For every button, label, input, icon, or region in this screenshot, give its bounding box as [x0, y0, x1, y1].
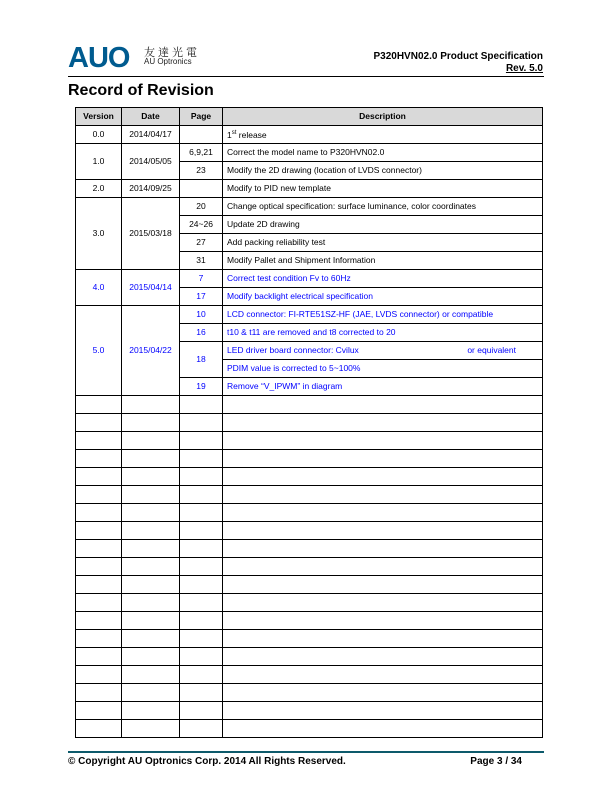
- table-row: [76, 306, 543, 324]
- empty-cell: [122, 630, 180, 648]
- table-row: [76, 126, 543, 144]
- empty-cell: [122, 414, 180, 432]
- empty-cell: [76, 504, 122, 522]
- date-cell: 2014/04/17: [122, 126, 180, 144]
- logo-english-name: AU Optronics: [144, 57, 192, 66]
- description-cell: Remove “V_IPWM” in diagram: [223, 378, 543, 396]
- description-cell: Modify to PID new template: [223, 180, 543, 198]
- empty-cell: [223, 432, 543, 450]
- empty-cell: [223, 612, 543, 630]
- empty-cell: [76, 486, 122, 504]
- version-cell: 3.0: [76, 198, 122, 270]
- empty-cell: [76, 612, 122, 630]
- desc-text: release: [236, 129, 267, 140]
- empty-cell: [180, 612, 223, 630]
- empty-table-row: [76, 522, 543, 540]
- empty-cell: [122, 504, 180, 522]
- empty-cell: [180, 720, 223, 738]
- footer-copyright: © Copyright AU Optronics Corp. 2014 All Rights Reserved.: [68, 756, 346, 767]
- empty-table-row: [76, 468, 543, 486]
- empty-cell: [76, 414, 122, 432]
- column-header: Page: [180, 108, 223, 126]
- column-header: Version: [76, 108, 122, 126]
- empty-cell: [223, 666, 543, 684]
- empty-cell: [180, 576, 223, 594]
- logo-chinese-name: 友達光電: [144, 46, 200, 59]
- page-cell: 16: [180, 324, 223, 342]
- empty-table-row: [76, 576, 543, 594]
- description-cell: Change optical specification: surface luminance, color coordinates: [223, 198, 543, 216]
- empty-cell: [180, 648, 223, 666]
- table-row: [76, 270, 543, 288]
- empty-cell: [122, 522, 180, 540]
- empty-cell: [223, 684, 543, 702]
- empty-cell: [76, 648, 122, 666]
- empty-cell: [180, 468, 223, 486]
- date-cell: 2015/04/14: [122, 270, 180, 306]
- empty-cell: [122, 558, 180, 576]
- empty-cell: [223, 540, 543, 558]
- page-cell: [180, 180, 223, 198]
- empty-cell: [180, 432, 223, 450]
- empty-table-row: [76, 486, 543, 504]
- empty-cell: [122, 684, 180, 702]
- empty-cell: [180, 558, 223, 576]
- page-cell: 23: [180, 162, 223, 180]
- empty-cell: [76, 432, 122, 450]
- desc-superscript: st: [231, 130, 237, 137]
- table-row: [76, 198, 543, 216]
- empty-cell: [76, 558, 122, 576]
- page-cell: 31: [180, 252, 223, 270]
- spec-title: P320HVN02.0 Product Specification: [373, 51, 543, 62]
- empty-cell: [122, 576, 180, 594]
- empty-table-row: [76, 666, 543, 684]
- header-divider: [68, 76, 544, 77]
- empty-cell: [122, 666, 180, 684]
- empty-table-row: [76, 558, 543, 576]
- empty-cell: [223, 594, 543, 612]
- logo-mark: AUO: [68, 42, 130, 74]
- description-cell: Add packing reliability test: [223, 234, 543, 252]
- empty-cell: [223, 486, 543, 504]
- desc-text-right: or equivalent: [467, 345, 516, 355]
- version-cell: 1.0: [76, 144, 122, 180]
- auo-logo: [68, 43, 248, 73]
- spec-revision: Rev. 5.0: [505, 63, 543, 74]
- version-cell: 5.0: [76, 306, 122, 396]
- empty-cell: [122, 702, 180, 720]
- empty-cell: [180, 666, 223, 684]
- empty-cell: [76, 720, 122, 738]
- empty-cell: [223, 414, 543, 432]
- page-cell: 17: [180, 288, 223, 306]
- empty-table-row: [76, 414, 543, 432]
- page-cell: 27: [180, 234, 223, 252]
- empty-cell: [122, 594, 180, 612]
- empty-cell: [76, 450, 122, 468]
- empty-cell: [122, 612, 180, 630]
- empty-cell: [180, 504, 223, 522]
- empty-cell: [180, 684, 223, 702]
- revision-table: [75, 107, 543, 738]
- empty-cell: [122, 450, 180, 468]
- page-cell: 10: [180, 306, 223, 324]
- empty-cell: [122, 468, 180, 486]
- empty-cell: [223, 630, 543, 648]
- empty-table-row: [76, 594, 543, 612]
- column-header: Description: [223, 108, 543, 126]
- empty-cell: [223, 504, 543, 522]
- description-cell: Correct test condition Fv to 60Hz: [223, 270, 543, 288]
- empty-cell: [180, 594, 223, 612]
- empty-table-row: [76, 450, 543, 468]
- description-cell: LCD connector: FI-RTE51SZ-HF (JAE, LVDS connector) or compatible: [223, 306, 543, 324]
- empty-cell: [223, 522, 543, 540]
- page-cell: 7: [180, 270, 223, 288]
- empty-table-row: [76, 630, 543, 648]
- empty-cell: [122, 648, 180, 666]
- empty-cell: [76, 522, 122, 540]
- empty-table-row: [76, 648, 543, 666]
- empty-cell: [180, 486, 223, 504]
- version-cell: 0.0: [76, 126, 122, 144]
- description-cell: [223, 126, 543, 144]
- date-cell: 2014/05/05: [122, 144, 180, 180]
- version-cell: 4.0: [76, 270, 122, 306]
- empty-table-row: [76, 396, 543, 414]
- table-row: [76, 144, 543, 162]
- empty-cell: [223, 396, 543, 414]
- description-cell: t10 & t11 are removed and t8 corrected to 20: [223, 324, 543, 342]
- empty-cell: [76, 630, 122, 648]
- empty-cell: [223, 702, 543, 720]
- empty-cell: [223, 450, 543, 468]
- page-cell: 19: [180, 378, 223, 396]
- description-cell: Modify backlight electrical specification: [223, 288, 543, 306]
- page-cell: 6,9,21: [180, 144, 223, 162]
- empty-cell: [122, 432, 180, 450]
- empty-cell: [180, 450, 223, 468]
- description-cell: PDIM value is corrected to 5~100%: [223, 360, 543, 378]
- version-cell: 2.0: [76, 180, 122, 198]
- empty-cell: [76, 702, 122, 720]
- description-cell: Update 2D drawing: [223, 216, 543, 234]
- empty-cell: [180, 414, 223, 432]
- description-cell: Modify Pallet and Shipment Information: [223, 252, 543, 270]
- empty-cell: [180, 396, 223, 414]
- empty-cell: [223, 576, 543, 594]
- empty-cell: [223, 648, 543, 666]
- empty-cell: [122, 396, 180, 414]
- empty-table-row: [76, 684, 543, 702]
- footer-page-number: Page 3 / 34: [470, 756, 522, 767]
- empty-cell: [76, 684, 122, 702]
- empty-table-row: [76, 432, 543, 450]
- empty-table-row: [76, 612, 543, 630]
- empty-cell: [76, 396, 122, 414]
- table-row: [76, 180, 543, 198]
- date-cell: 2014/09/25: [122, 180, 180, 198]
- empty-table-row: [76, 504, 543, 522]
- description-cell: Correct the model name to P320HVN02.0: [223, 144, 543, 162]
- desc-text: LED driver board connector: Cvilux: [227, 345, 359, 355]
- empty-table-row: [76, 720, 543, 738]
- date-cell: 2015/04/22: [122, 306, 180, 396]
- desc-prefix: 1: [227, 129, 232, 140]
- table-header-row: [76, 108, 543, 126]
- description-cell: Modify the 2D drawing (location of LVDS connector): [223, 162, 543, 180]
- description-cell: [223, 342, 543, 360]
- page-header: [0, 0, 612, 80]
- empty-cell: [76, 576, 122, 594]
- empty-cell: [76, 468, 122, 486]
- page-cell: 24~26: [180, 216, 223, 234]
- empty-rows: [76, 396, 543, 738]
- date-cell: 2015/03/18: [122, 198, 180, 270]
- page-title: Record of Revision: [68, 82, 214, 99]
- empty-cell: [180, 522, 223, 540]
- empty-cell: [180, 540, 223, 558]
- footer-divider: [68, 751, 544, 753]
- empty-cell: [122, 540, 180, 558]
- empty-cell: [223, 468, 543, 486]
- column-header: Date: [122, 108, 180, 126]
- empty-cell: [180, 630, 223, 648]
- page-cell: [180, 126, 223, 144]
- empty-table-row: [76, 540, 543, 558]
- empty-cell: [76, 540, 122, 558]
- empty-cell: [223, 720, 543, 738]
- page-cell: 18: [180, 342, 223, 378]
- empty-cell: [122, 720, 180, 738]
- empty-cell: [76, 594, 122, 612]
- page-cell: 20: [180, 198, 223, 216]
- empty-cell: [122, 486, 180, 504]
- empty-table-row: [76, 702, 543, 720]
- empty-cell: [180, 702, 223, 720]
- empty-cell: [76, 666, 122, 684]
- empty-cell: [223, 558, 543, 576]
